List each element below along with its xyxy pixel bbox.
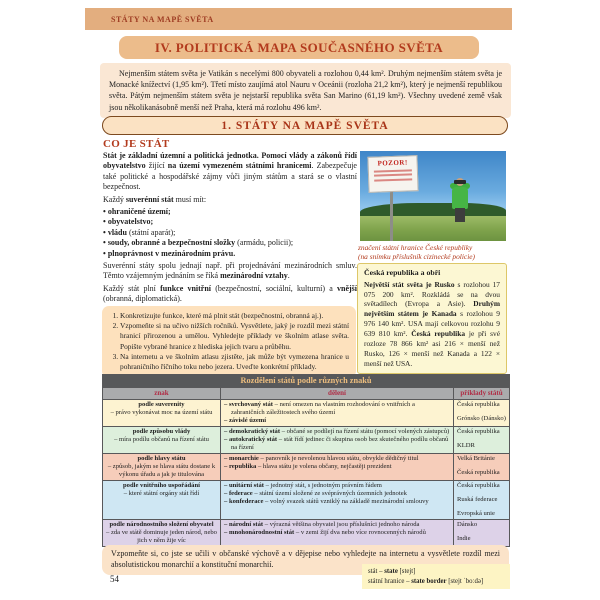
paragraph-state-functions: Každý stát plní funkce vnitřní (bezpečnostní, sociální, kulturní) a vnější (obranná, diplomatická). <box>103 283 358 304</box>
task-box <box>102 306 356 378</box>
table-title-row <box>103 375 510 388</box>
task-item: 3. Na internetu a ve školním atlasu zjistěte, jak může být vymezena hranice u pohraničního říčního toku nebo jezera. Uveďte konkrétní příklady. <box>120 352 349 372</box>
running-header-label: STÁTY NA MAPĚ SVĚTA <box>111 15 214 24</box>
cell-deleni: – národní stát – výrazná většina obyvatel jsou příslušníci jednoho národa – mnohonárodnostní stát – v zemi žijí dva nebo více rovnocenných národů <box>221 520 454 547</box>
cell-priklady: Česká republika Grónsko (Dánsko) <box>454 399 510 426</box>
table-row <box>103 399 510 426</box>
table-row <box>103 520 510 547</box>
section-title: 1. STÁTY NA MAPĚ SVĚTA <box>102 116 508 135</box>
table-row <box>103 426 510 453</box>
sign-text-line <box>374 178 411 181</box>
list-item: • obyvatelstvo; <box>103 217 357 227</box>
policeman-legs <box>455 208 465 222</box>
state-requirements-list <box>103 207 357 259</box>
recall-box: Vzpomeňte si, co jste se učili v občanské výchově a v dějepise nebo vyhledejte na internetu a vysvětlete rozdíl mezi absolutistickou monarchií a konstituční monarchií. <box>102 545 509 575</box>
policeman-figure <box>452 187 468 209</box>
pozor-sign <box>367 155 418 193</box>
cell-znak: podle hlavy státu – způsob, jakým se hlava státu dostane k výkonu úřadu a jak je titulována <box>103 453 221 480</box>
sign-text-line <box>374 169 411 172</box>
column-header-znak: znak <box>103 388 221 400</box>
cell-deleni: – unitární stát – jednotný stát, s jednotným právním řádem – federace – státní území složené ze svéprávných územních jednotek – konfederace – volný svazek států vzniklý na základě mezinárodní smlouvy <box>221 480 454 519</box>
column-header-deleni: dělení <box>221 388 454 400</box>
cell-znak: podle suverenity – právo vykonávat moc na území státu <box>103 399 221 426</box>
vocab-box <box>362 564 510 589</box>
cell-deleni: – svrchovaný stát – není omezen na vlastním rozhodování o vnitřních a zahraničních záležitostech svého území – závislé území <box>221 399 454 426</box>
pozor-sign-title: POZOR! <box>377 158 408 168</box>
fact-box-body: Největší stát světa je Rusko s rozlohou 17 075 200 km². Rozkládá se na dvou světadílech (Evropa a Asie). Druhým největším státem je Kanada s rozlohou 9 976 140 km². USA mají celkovou rozlohu 9 639 810 km². Česká republika je při své rozloze 78 866 km² asi 216 × menší než Rusko, 126 × menší než Kanada a 122 × menší než USA. <box>364 279 500 369</box>
cell-priklady: Česká republika Ruská federace Evropská unie <box>454 480 510 519</box>
intro-text: Nejmenším státem světa je Vatikán s necelými 800 obyvateli a rozlohou 0,44 km². Druhým nejmenším státem světa je Monacké knížectví (1,95 km²). Třetí místo zaujímá atol Nauru v Oceánii (rozloha 21,2 km²), který je nejmenší republikou světa. Pátým nejmenším státem světa je nejstarší republika světa San Marino (61,19 km²). Všechny uvedené země však jsou několikanásobně menší než Praha, která má rozlohu 496 km². <box>109 69 502 112</box>
fact-box-title: Česká republika a obři <box>364 268 441 277</box>
photo-caption-line: značení státní hranice České republiky <box>358 243 473 252</box>
vocab-line: stát – state [stejt] <box>368 568 416 575</box>
paragraph-sovereign-intro: Každý suverénní stát musí mít: <box>103 194 207 204</box>
sign-text-line <box>374 173 411 176</box>
cell-priklady: Velká Británie Česká republika <box>454 453 510 480</box>
cell-znak: podle národnostního složení obyvatel – zda ve státě dominuje jeden národ, nebo jich v něm žije víc <box>103 520 221 547</box>
table-header-row <box>103 388 510 400</box>
cell-deleni: – demokratický stát – občané se podílejí na řízení státu (pomocí volených zástupců) – autokratický stát – stát řídí jedinec či skupina osob bez skutečného podílu občanů na řízení <box>221 426 454 453</box>
vocab-line: státní hranice – state border [stejt ˈboːdə] <box>368 577 484 585</box>
paragraph-international-relations: Suverénní státy spolu jednají např. při projednávání mezinárodních smluv. Těmto vzájemným jednáním se říká mezinárodní vztahy. <box>103 260 357 281</box>
task-list <box>109 311 349 372</box>
table-row <box>103 480 510 519</box>
cell-priklady: Dánsko Indie <box>454 520 510 547</box>
list-item: • soudy, obranné a bezpečnostní složky (armádu, policii); <box>103 238 357 248</box>
column-header-priklady: příklady států <box>454 388 510 400</box>
task-item: 2. Vzpomeňte si na učivo nižších ročníků. Vysvětlete, jaký je rozdíl mezi státní hranicí přirozenou a umělou. Vyhledejte příklady ve školním atlase světa. Popište vybrané hranice z hlediska jejich tvaru a průběhu. <box>120 321 349 352</box>
list-item: • vládu (státní aparát); <box>103 228 357 238</box>
cell-znak: podle vnitřního uspořádání – které státní orgány stát řídí <box>103 480 221 519</box>
border-photo <box>360 151 506 241</box>
photo-caption <box>358 243 508 262</box>
cell-priklady: Česká republika KLDR <box>454 426 510 453</box>
main-text-column <box>103 151 357 306</box>
chapter-title: IV. POLITICKÁ MAPA SOUČASNÉHO SVĚTA <box>119 36 479 59</box>
table-title: Rozdělení států podle různých znaků <box>103 375 510 388</box>
list-item: • ohraničené území; <box>103 207 357 217</box>
running-header-band <box>85 8 512 30</box>
list-item: • plnoprávnost v mezinárodním právu. <box>103 249 357 259</box>
classification-table-body <box>103 375 510 547</box>
cell-deleni: – monarchie – panovník je nevolenou hlavou státu, obvykle dědičný titul – republika – hlava státu je volena občany, nejčastěji prezident <box>221 453 454 480</box>
field <box>360 216 506 241</box>
cell-znak: podle způsobu vlády – míra podílu občanů na řízení státu <box>103 426 221 453</box>
subsection-heading: CO JE STÁT <box>103 138 170 150</box>
paragraph-state-definition: Stát je základní územní a politická jednotka. Pomocí vlády a zákonů řídí obyvatelstvo žijící na území vymezeném státními hranicemi. Zabezpečuje také politické a hospodářské zájmy vůči jiným státům a stará se o vlastní bezpečnost. <box>103 151 358 192</box>
classification-table <box>102 374 510 547</box>
binoculars <box>454 180 466 184</box>
page-number: 54 <box>110 574 119 584</box>
task-item: 1. Konkretizujte funkce, které má plnit stát (bezpečnostní, obranná aj.). <box>120 311 349 321</box>
photo-caption-line: (na snímku příslušník cizinecké policie) <box>358 252 475 262</box>
fact-box <box>357 263 507 374</box>
intro-box <box>100 63 511 118</box>
table-row <box>103 453 510 480</box>
sign-pole <box>390 191 393 241</box>
